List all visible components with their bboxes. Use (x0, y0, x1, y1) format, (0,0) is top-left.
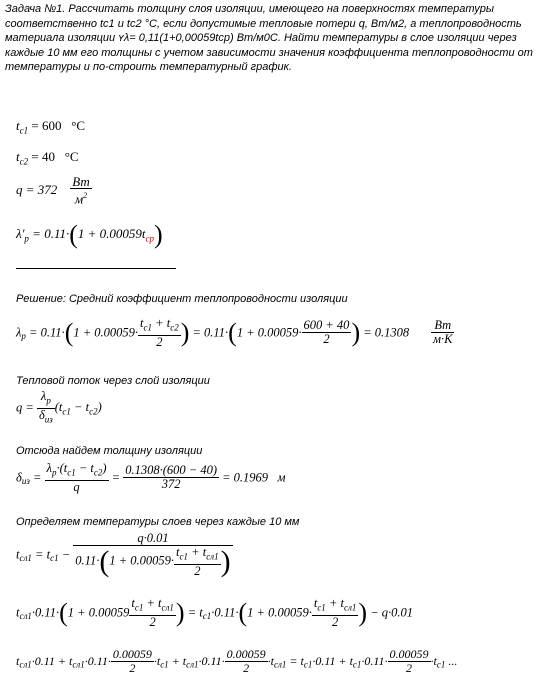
thickness-frac1-den: q (73, 479, 80, 494)
frac-sub: c2 (93, 467, 103, 478)
layer1-minus: − (61, 547, 71, 562)
given-q-unit-den-text: м (74, 191, 84, 207)
given-tc1-unit: °C (71, 118, 86, 133)
layer3-frac3-num: 0.00059 (389, 647, 429, 661)
given-tc2 (16, 149, 79, 167)
lambda-lhs: λ (16, 325, 22, 340)
layer2-inner: 1 + 0.00059 (67, 605, 130, 620)
lambda-frac1-num (138, 317, 181, 336)
frac-sub: c1 (62, 406, 71, 417)
frac-text: t (131, 596, 135, 610)
lambda-unit-den: м·К (433, 332, 453, 347)
heat-flow-frac-den (37, 409, 55, 427)
lambda-result: = 0.1308 (363, 325, 410, 340)
frac-sub: сл1 (206, 551, 219, 562)
lambda-frac1-den: 2 (156, 334, 163, 349)
lambda-lhs-sub: p (21, 331, 26, 342)
layer3-part: ... (445, 654, 458, 668)
heat-flow-rhs (54, 399, 102, 417)
layer3-part: ·t (430, 654, 437, 668)
heat-flow-heading: Тепловой поток через слой изоляции (16, 375, 210, 387)
layer3-sub: c1 (436, 659, 446, 670)
layer2-lhs-sub: сл1 (19, 611, 32, 622)
paren-close: ) (351, 317, 361, 347)
paren-close: ) (154, 220, 163, 249)
frac-text: + t (152, 316, 171, 330)
lambda-frac2 (302, 319, 352, 346)
frac-text: t (140, 316, 144, 330)
frac-text: + t (325, 596, 344, 610)
layer2-frac2-den: 2 (331, 614, 339, 629)
thickness-frac2-num: 0.1308·(600 − 40) (125, 463, 217, 478)
frac-sub: c1 (134, 602, 144, 613)
thickness-equation (16, 462, 285, 494)
lambda-frac1 (138, 317, 181, 349)
thickness-frac1 (45, 462, 109, 494)
frac-sub: c1 (143, 322, 153, 333)
paren-open: ( (228, 317, 237, 347)
paren-open: ( (64, 317, 74, 347)
given-lambda-symbol: λ' (16, 225, 25, 241)
frac-sub: c2 (89, 406, 98, 417)
heat-flow-frac (37, 390, 55, 426)
frac-text: ·(t (56, 461, 68, 475)
layer2-tail: − q·0.01 (370, 605, 414, 620)
given-q-unit-num: Вт (72, 174, 90, 189)
paren-close: ) (175, 597, 185, 627)
layer3-frac3-den: 2 (406, 661, 413, 675)
lambda-unit-num: Вт (431, 319, 454, 333)
layer3-frac1-den: 2 (129, 661, 136, 675)
frac-text: − t (70, 399, 90, 414)
paren-open: ( (238, 597, 248, 627)
layer2-frac1 (129, 597, 176, 629)
lambda-frac2-num: 600 + 40 (303, 318, 350, 333)
layer3-part: ·t (153, 654, 161, 668)
lambda-frac2-den: 2 (323, 332, 330, 347)
layer1-lhs: t (16, 547, 20, 562)
paren-open: ( (69, 220, 78, 249)
layer3-sub: сл1 (72, 659, 85, 670)
layer2-equation (16, 597, 413, 629)
layer2-frac1-den: 2 (149, 614, 156, 629)
heat-flow-equation (16, 390, 102, 426)
layer2-eq: = t (187, 605, 203, 620)
layer3-sub: сл1 (274, 659, 287, 670)
given-lambda-inner: 1 + 0.00059t (77, 225, 146, 241)
frac-text: δ (38, 407, 45, 422)
layer2-frac2 (312, 597, 359, 629)
layer1-equation (16, 532, 233, 578)
frac-sub: c1 (317, 602, 326, 613)
layer2-mul: ·0.11· (31, 605, 60, 620)
layer3-part: = t (286, 654, 304, 668)
layer3-frac2-den: 2 (243, 661, 250, 675)
thickness-eq: = (32, 470, 42, 485)
layer3-sub: c1 (303, 659, 313, 670)
layer3-frac1-num: 0.00059 (112, 647, 152, 661)
frac-text: 0.11· (75, 553, 100, 568)
frac-sub: p (46, 395, 51, 406)
frac-text: − t (75, 461, 94, 475)
paren-open: ( (99, 544, 110, 578)
layer3-part: + t (168, 654, 187, 668)
thickness-result: = 0.1969 (222, 470, 269, 485)
given-q-value: q = 372 (16, 182, 58, 198)
layer1-frac-den (73, 546, 232, 578)
heat-flow-lhs: q = (16, 400, 34, 415)
frac-sub: c1 (67, 467, 76, 478)
thickness-lhs: δ (16, 470, 22, 485)
thickness-heading: Отсюда найдем толщину изоляции (16, 445, 203, 457)
paren-close: ) (220, 544, 231, 578)
layer3-part: ·0.11· (84, 654, 111, 668)
given-lambda-inner-sub: cp (145, 233, 155, 244)
frac-sub: p (51, 467, 57, 478)
divider-line (16, 268, 176, 269)
lambda-equation (16, 317, 454, 349)
given-lambda-coef: = 0.11· (32, 225, 70, 241)
lambda-eq2: = 0.11· (192, 325, 229, 340)
frac-sub: сл1 (161, 602, 174, 613)
task-statement: Задача №1. Рассчитать толщину слоя изоляции, имеющего на поверхностях температуры соответственно tc1 и tc2 °C, если допустимые тепловые потери q, Вт/м2, а теплопроводность материала изоляции ʏλ= 0,11(1+0,00059tср) Вт/м0С. Найти температуры в слое изоляции через каждые 10 мм его толщины с учетом зависимости значения коэффициента теплопроводности от температуры и по-строить температурный график. (5, 3, 533, 73)
frac-sub: из (44, 414, 53, 424)
frac-text: (t (54, 399, 63, 414)
given-tc2-sub: c2 (19, 156, 29, 167)
frac-text: ) (102, 461, 107, 475)
layer3-sub: сл1 (19, 659, 32, 670)
layer1-inner-frac-den: 2 (194, 563, 201, 578)
layers-heading: Определяем температуры слоев через каждые 10 мм (16, 516, 300, 528)
given-q-unit-den (70, 189, 92, 205)
layer1-frac-num: q·0.01 (73, 532, 232, 546)
layer2-frac1-num (129, 597, 176, 616)
paren-close: ) (180, 317, 190, 347)
solution-heading: Решение: Средний коэффициент теплопроводности изоляции (16, 293, 348, 305)
frac-text: t (313, 596, 318, 610)
layer3-frac2-num: 0.00059 (226, 647, 266, 661)
frac-text: + t (143, 596, 162, 610)
layer3-part: ·0.11 + t (312, 654, 353, 668)
paren-close: ) (358, 597, 368, 627)
layer1-inner-frac (174, 546, 221, 578)
thickness-unit: м (277, 470, 286, 485)
layer3-part: ·0.11· (361, 654, 388, 668)
layer3-sub: сл1 (186, 659, 199, 670)
layer3-part: ·t (267, 654, 274, 668)
thickness-lhs-sub: из (21, 476, 30, 487)
frac-text: + t (188, 545, 207, 559)
frac-sub: сл1 (343, 602, 357, 613)
given-lambda (16, 222, 163, 248)
lambda-unit (431, 319, 454, 346)
thickness-eq2: = (111, 470, 121, 485)
given-q-unit-pow: 2 (83, 191, 88, 200)
heat-flow-frac-num (37, 390, 55, 409)
given-tc1-symbol: t (16, 118, 20, 133)
thickness-frac2 (123, 464, 219, 491)
given-tc2-value: = 40 (31, 149, 55, 164)
frac-text: t (176, 545, 180, 559)
given-q (16, 175, 92, 205)
given-lambda-sub: p (24, 233, 29, 244)
layer1-lhs-sub: сл1 (19, 553, 32, 564)
given-q-unit (70, 175, 92, 205)
lambda-inner2: 1 + 0.00059· (236, 325, 302, 340)
frac-text: λ (40, 389, 47, 403)
layer1-eq-sub: c1 (50, 553, 59, 564)
layer2-inner2: 1 + 0.00059· (247, 605, 312, 620)
given-tc1 (16, 118, 85, 136)
layer3-part: t (16, 654, 20, 668)
layer1-eq: = t (35, 547, 51, 562)
lambda-inner1: 1 + 0.00059· (73, 325, 139, 340)
layer3-part: ·0.11 + t (31, 654, 73, 668)
layer2-frac2-num (312, 597, 359, 616)
layer3-sub: c1 (160, 659, 169, 670)
lambda-eq1: = 0.11· (29, 325, 65, 340)
paren-open: ( (59, 597, 68, 627)
given-tc1-sub: c1 (19, 125, 29, 136)
layer1-inner-frac-num (174, 546, 221, 565)
frac-text: ) (97, 399, 102, 414)
given-tc1-value: = 600 (31, 118, 62, 133)
layer2-lhs: t (16, 605, 20, 620)
thickness-frac2-den: 372 (161, 477, 181, 492)
given-tc2-symbol: t (16, 149, 20, 164)
layer2-mul2: ·0.11· (211, 605, 239, 620)
thickness-frac1-num (45, 462, 109, 481)
layer1-frac (73, 532, 232, 578)
layer3-sub: c1 (352, 659, 362, 670)
given-tc2-unit: °C (64, 149, 79, 164)
frac-sub: c2 (170, 322, 179, 333)
frac-text: 1 + 0.00059· (109, 553, 175, 568)
frac-text: λ (46, 461, 52, 475)
frac-sub: c1 (179, 551, 189, 562)
layer2-eq-sub: c1 (202, 611, 212, 622)
layer3-part: ·0.11· (198, 654, 225, 668)
